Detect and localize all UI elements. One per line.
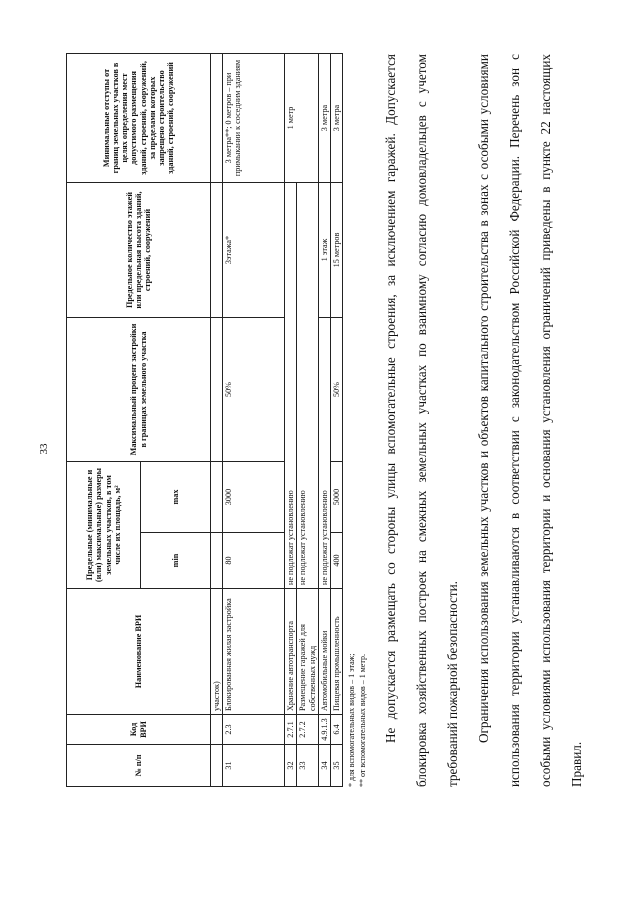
row-percent: 50%: [223, 318, 285, 462]
row-merged-value: не подлежат установлению: [297, 183, 318, 589]
row-num: 31: [223, 745, 285, 787]
row-num: 35: [330, 745, 342, 787]
header-min: min: [141, 533, 211, 589]
zoning-parameters-table: [66, 53, 343, 787]
header-setbacks: Минимальные отступы от границ земельных участков в целях определения мест допустимого размещения зданий, строений, сооружений, за пределами которых запрещено строительство зданий, строений, сооружений: [67, 54, 211, 183]
table-row: [223, 54, 285, 787]
row-name: Пищевая промышленность: [330, 589, 342, 715]
row-code: 6.4: [330, 715, 342, 745]
header-sizes: Предельные (минимальные и (или) максимальные) размеры земельных участков, в том числе их площадь, м²: [67, 462, 141, 589]
header-num: № п/п: [67, 745, 211, 787]
table-footnotes: [347, 654, 369, 787]
row-code: 4.9.1.3: [318, 715, 330, 745]
paragraph: Не допускается размещать со стороны улицы вспомогательные строения, за исключением гаражей. Допускается блокировка хозяйственных построек на смежных земельных участках по взаимному согласию домовладельцев с учетом требований пожарной безопасности.: [383, 54, 460, 787]
header-percent: Максимальный процент застройки в границах земельного участка: [67, 318, 211, 462]
table-row: [318, 54, 330, 787]
row-max: 3000: [223, 462, 285, 533]
row-setback: 1 метр: [285, 54, 319, 183]
row-percent: 50%: [330, 318, 342, 462]
row-max: 5000: [330, 462, 342, 533]
row-num: 34: [318, 745, 330, 787]
table-row: [285, 54, 297, 787]
row-name: Размещение гаражей для собственных нужд: [297, 589, 318, 715]
paragraph: Ограничения использования земельных участков и объектов капитального строительства в зонах с особыми условиями использования территории устанавливаются в соответствии с законодательством Российской Федерации. Перечень зон с особыми условиями использования территории и основания установления ограничений приведены в пункте 22 настоящих Правил.: [476, 54, 584, 787]
row-code: 2.3: [223, 715, 285, 745]
table-header-row: [67, 54, 141, 787]
row-min: 400: [330, 533, 342, 589]
row-setback: 3 метра: [318, 54, 330, 183]
table-row: [330, 54, 342, 787]
row-floors: 3этажа*: [223, 183, 285, 318]
footnote: * для вспомогательных видов – 1 этаж;: [347, 653, 356, 787]
row-code: 2.7.1: [285, 715, 297, 745]
row-setback: 3 метра: [330, 54, 342, 183]
page-number: 33: [38, 443, 50, 455]
header-name: Наименование ВРИ: [67, 589, 211, 715]
row-floors: 1 этаж: [318, 183, 330, 318]
footnote: ** от вспомогательных видов – 1 метр.: [357, 654, 367, 787]
header-max: max: [141, 462, 211, 533]
row-floors: 15 метров: [330, 183, 342, 318]
row-code: 2.7.2: [297, 715, 318, 745]
row-merged-value: не подлежат установлению: [318, 318, 330, 589]
table-row-continuation: [211, 54, 223, 787]
row-name: Блокированная жилая застройка: [223, 589, 285, 715]
continuation-text: участок): [211, 589, 223, 715]
row-min: 80: [223, 533, 285, 589]
row-setback: 3 метра**; 0 метров – при примыкании к соседним зданиям: [223, 54, 285, 183]
body-text: [375, 54, 592, 787]
header-code: Код ВРИ: [67, 715, 211, 745]
header-floors: Предельное количество этажей или предельная высота зданий, строений, сооружений: [67, 183, 211, 318]
row-merged-value: не подлежат установлению: [285, 183, 297, 589]
row-name: Хранение автотранспорта: [285, 589, 297, 715]
row-num: 32: [285, 745, 297, 787]
row-name: Автомобильные мойки: [318, 589, 330, 715]
row-num: 33: [297, 745, 318, 787]
